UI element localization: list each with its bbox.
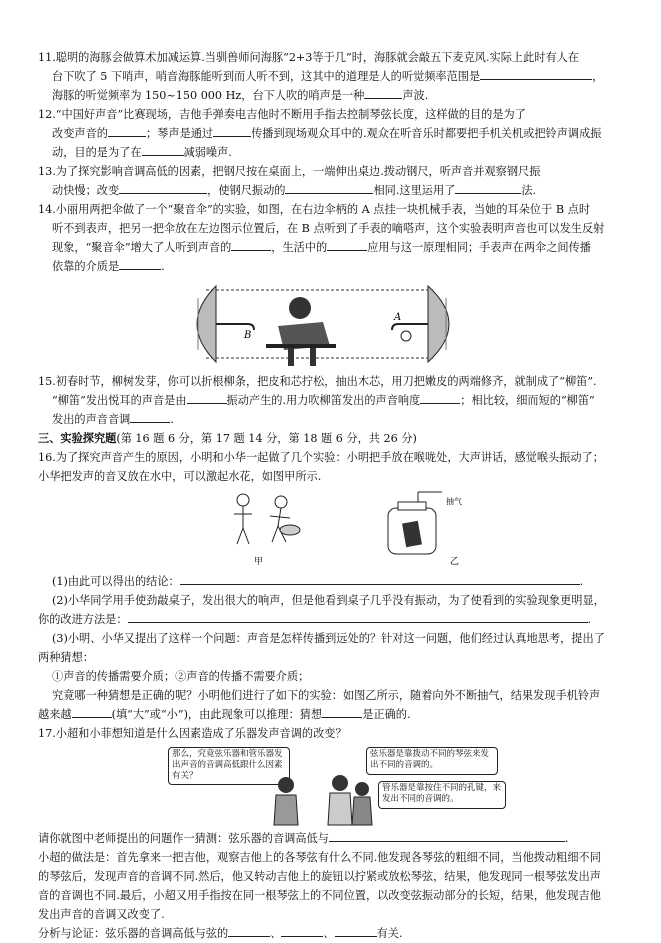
q11-line3: 海豚的听觉频率为 150~150 000 Hz，台下人吹的哨声是一种 声波.	[38, 86, 628, 105]
q16-blank3[interactable]	[72, 705, 112, 718]
person-figure-icon	[266, 297, 336, 366]
pump-label: 抽气	[446, 497, 462, 506]
q15-blank3[interactable]	[130, 410, 170, 423]
q13-blank1[interactable]	[119, 181, 207, 194]
q15-blank1[interactable]	[187, 391, 227, 404]
q11-blank2[interactable]	[364, 86, 402, 99]
q17-p2: 小超的做法是：首先拿来一把吉他，观察吉他上的各琴弦有什么不同.他发现各琴弦的粗细不同，当他拨动粗细不同	[38, 851, 601, 864]
q17-p5: 发出声音的音调又改变了.	[38, 908, 165, 921]
q12-line2: 改变声音的 ；琴声是通过 传播到现场观众耳中的.观众在听音乐时都要把手机关机或把铃声调成振	[38, 124, 628, 143]
q17-line1: 17.小超和小菲想知道是什么因素造成了乐器发声音调的改变？	[38, 727, 347, 740]
q16-s2a: (2)小华同学用手使劲敲桌子，发出很大的响声，但是他看到桌子几乎没有振动，为了使看到的实验现象更明显，	[52, 594, 605, 607]
q16-blank2[interactable]	[128, 610, 588, 623]
q16-figure	[38, 488, 628, 570]
q14-line3: 现象，“聚音伞”增大了人听到声音的 ，生活中的 应用与这一原理相同；手表声在两伞之间传播	[38, 238, 628, 257]
section-3-detail: (第 16 题 6 分，第 17 题 14 分，第 18 题 6 分，共 26 分)	[116, 432, 417, 445]
bell-jar-with-phone-icon	[388, 492, 442, 554]
q16-s3d: 究竟哪一种猜想是正确的呢？小明他们进行了如下的实验：如图乙所示，随着向外不断抽气，结果发现手机铃声	[52, 689, 601, 702]
q16-blank4[interactable]	[322, 705, 362, 718]
q17-p1: 请你就图中老师提出的问题作一猜测：弦乐器的音调高低与 .	[38, 829, 628, 848]
student-a-speech-bubble: 弦乐器是靠拨动不同的琴弦来发出不同的音调的。	[366, 747, 498, 775]
point-b-label: B	[244, 330, 252, 341]
q17-blank3[interactable]	[281, 924, 323, 937]
q12-line1: 12.“中国好声音”比赛现场，吉他手弹奏电吉他时不断用手指去控制琴弦长度，这样做的目的是为了	[38, 108, 526, 121]
q13-blank2[interactable]	[285, 181, 373, 194]
q16-line1: 16.为了探究声音产生的原因，小明和小华一起做了几个实验：小明把手放在喉咙处，大声讲话，感觉喉头振动了；	[38, 451, 604, 464]
q12-blank3[interactable]	[142, 143, 184, 156]
q15-blank2[interactable]	[420, 391, 460, 404]
q15-line1: 15.初春时节，柳树发芽，你可以折根柳条，把皮和芯拧松，抽出木芯，用刀把嫩皮的两端修齐，就制成了“柳笛”.	[38, 375, 597, 388]
q13-line2: 动快慢；改变 ，使钢尺振动的 相同.这里运用了 法.	[38, 181, 628, 200]
q14-blank2[interactable]	[327, 238, 367, 251]
umbrella-figure	[38, 278, 628, 370]
q16-s2b: 你的改进方法是： .	[38, 610, 628, 629]
q14-line1: 14.小丽用两把伞做了一个“聚音伞”的实验，如图，在右边伞柄的 A 点挂一块机械手表，当她的耳朵位于 B 点时	[38, 203, 591, 216]
figure-yi-label: 乙	[450, 557, 460, 567]
q12-line3: 动，目的是为了在 减弱噪声.	[38, 143, 628, 162]
right-umbrella-icon	[392, 286, 449, 362]
q17-blank2[interactable]	[228, 924, 270, 937]
q14-line4: 依靠的介质是 .	[38, 257, 628, 276]
figure-jia-people-icon	[234, 494, 300, 544]
q16-line2: 小华把发声的音叉放在水中，可以激起水花，如图甲所示.	[38, 470, 322, 483]
q13-blank3[interactable]	[455, 181, 521, 194]
q17-p6: 分析与论证：弦乐器的音调高低与弦的 、 、 有关.	[38, 924, 628, 943]
q14-line2: 听不到表声，把另一把伞放在左边图示位置后，在 B 点听到了手表的嘀嗒声，这个实验表明声音也可以发生反射	[52, 222, 605, 235]
q17-p3: 的琴弦后，发现声音的音调不同.然后，他又转动吉他上的旋钮以拧紧或放松琴弦，结果，他发现同一根琴弦发出声	[38, 870, 601, 883]
q12-blank2[interactable]	[213, 124, 251, 137]
q16-blank1[interactable]	[180, 572, 580, 585]
q15-line2: “柳笛”发出悦耳的声音是由 振动产生的.用力吹柳笛发出的声音响度 ；相比较，细而短的“柳笛”	[38, 391, 628, 410]
q17-p4: 音的音调也不同.最后，小超又用手指按在同一根琴弦上的不同位置，以改变弦振动部分的长短，结果，他发现吉他	[38, 889, 601, 902]
characters-icon	[258, 765, 378, 827]
q12-blank1[interactable]	[108, 124, 146, 137]
umbrella-diagram	[38, 278, 628, 370]
q14-blank1[interactable]	[231, 238, 271, 251]
student-b-speech-bubble: 管乐器是靠按住不同的孔键，来发出不同的音调的。	[378, 781, 506, 809]
figure-jia-label: 甲	[254, 557, 264, 567]
q11-line2: 台下吹了 5 下哨声，哨音海豚能听到而人听不到，这其中的道理是人的听觉频率范围是 ，	[38, 67, 628, 86]
q14-blank3[interactable]	[119, 257, 161, 270]
q17-blank4[interactable]	[335, 924, 377, 937]
q11-line1: 11.聪明的海豚会做算术加减运算.当驯兽师问海豚“2+3等于几”时，海豚就会敲五下麦克风.实际上此时有人在	[38, 51, 580, 64]
q17-figure	[38, 745, 628, 827]
q16-s1: (1)由此可以得出的结论： .	[38, 572, 628, 591]
q17-blank1[interactable]	[329, 829, 565, 842]
point-a-label: A	[394, 312, 402, 323]
left-umbrella-icon	[197, 286, 254, 362]
q16-s3e: 越来越 (填“大”或“小”)，由此现象可以推理：猜想 是正确的.	[38, 705, 628, 724]
watch-icon	[401, 331, 411, 341]
q11-blank1[interactable]	[480, 67, 592, 80]
teacher-speech-bubble: 那么，究竟弦乐器和管乐器发出声音的音调高低跟什么因素有关？	[168, 747, 290, 785]
q16-diagram	[38, 488, 628, 570]
worksheet-page	[38, 48, 628, 943]
section-3-heading	[38, 429, 628, 448]
q15-line3: 发出的声音音调 .	[38, 410, 628, 429]
section-3-title: 三、实验探究题	[38, 431, 117, 445]
q13-line1: 13.为了探究影响音调高低的因素，把钢尺按在桌面上，一端伸出桌边.拨动钢尺，听声音并观察钢尺振	[38, 165, 541, 178]
q16-s3c: ①声音的传播需要介质；②声音的传播不需要介质；	[52, 670, 310, 683]
q16-s3a: (3)小明、小华又提出了这样一个问题：声音是怎样传播到远处的？针对这一问题，他们经过认真地思考，提出了	[52, 632, 605, 645]
q16-s3b: 两种猜想：	[38, 651, 94, 664]
